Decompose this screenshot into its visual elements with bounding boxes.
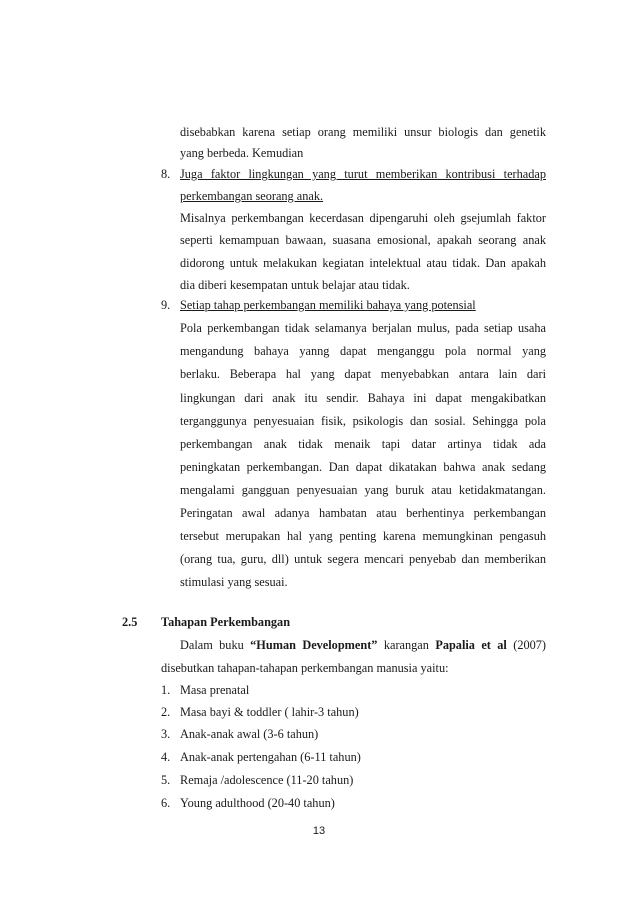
list-item: Masa bayi & toddler ( lahir-3 tahun)	[180, 705, 359, 719]
body-line: Pola perkembangan tidak selamanya berjalan mulus, pada setiap usaha	[180, 321, 546, 335]
list-item: Remaja /adolescence (11-20 tahun)	[180, 773, 354, 787]
body-line: tersebut merupakan hal yang penting karena memungkinan pengasuh	[180, 529, 546, 543]
section-title: Tahapan Perkembangan	[161, 615, 291, 629]
body-line: terganggunya penyesuaian fisik, psikologis dan sosial. Sehingga pola	[180, 414, 546, 428]
list-item: Masa prenatal	[180, 683, 250, 697]
body-line: stimulasi yang sesuai.	[180, 575, 288, 589]
section-intro: disebutkan tahapan-tahapan perkembangan manusia yaitu:	[161, 661, 449, 675]
body-line: peningkatan perkembangan. Dan dapat dikatakan bahwa anak sedang	[180, 460, 546, 474]
list-item-heading: perkembangan seorang anak.	[180, 189, 324, 203]
book-title: “Human Development”	[250, 638, 378, 652]
list-item-heading: Setiap tahap perkembangan memiliki bahaya yang potensial	[180, 298, 476, 312]
list-item: Young adulthood (20-40 tahun)	[180, 796, 335, 810]
list-number: 5.	[161, 773, 171, 787]
intro-text: Dalam buku	[180, 638, 251, 652]
list-number: 3.	[161, 727, 171, 741]
page-number: 13	[312, 825, 326, 837]
body-line: lingkungan dari anak itu sendir. Bahaya ini dapat mengakibatkan	[180, 391, 546, 405]
list-item: Anak-anak pertengahan (6-11 tahun)	[180, 750, 361, 764]
list-number: 2.	[161, 705, 171, 719]
body-line: yang berbeda. Kemudian	[180, 146, 304, 160]
body-line: seperti kemampuan bawaan, suasana emosional, apakah seorang anak	[180, 233, 546, 247]
list-number: 1.	[161, 683, 171, 697]
body-line: mengalami gangguan penyesuaian yang buruk atau ketidakmatangan.	[180, 483, 546, 497]
body-line: Misalnya perkembangan kecerdasan dipengaruhi oleh gsejumlah faktor	[180, 211, 546, 225]
list-number: 9.	[161, 298, 171, 312]
body-line: mengandung bahaya yanng dapat menganggu pola normal yang	[180, 344, 546, 358]
list-item-heading: Juga faktor lingkungan yang turut memberikan kontribusi terhadap	[180, 167, 546, 181]
list-number: 4.	[161, 750, 171, 764]
section-number: 2.5	[122, 615, 138, 629]
body-line: dia diberi kesempatan untuk belajar atau tidak.	[180, 278, 410, 292]
list-number: 6.	[161, 796, 171, 810]
author-name: Papalia et al	[435, 638, 507, 652]
body-line: perkembangan anak tidak menaik tapi datar artinya tidak ada	[180, 437, 546, 451]
body-line: didorong untuk melakukan kegiatan intelektual atau tidak. Dan apakah	[180, 256, 546, 270]
body-line: Peringatan awal adanya hambatan atau berhentinya perkembangan	[180, 506, 546, 520]
list-item: Anak-anak awal (3-6 tahun)	[180, 727, 319, 741]
list-number: 8.	[161, 167, 171, 181]
body-line: disebabkan karena setiap orang memiliki unsur biologis dan genetik	[180, 125, 546, 139]
intro-text: karangan	[377, 638, 436, 652]
intro-text: (2007)	[506, 638, 547, 652]
body-line: berlaku. Beberapa hal yang dapat menyebabkan antara lain dari	[180, 367, 546, 381]
section-intro	[180, 637, 546, 653]
body-line: (orang tua, guru, dll) untuk segera mencari penyebab dan memberikan	[180, 552, 546, 566]
